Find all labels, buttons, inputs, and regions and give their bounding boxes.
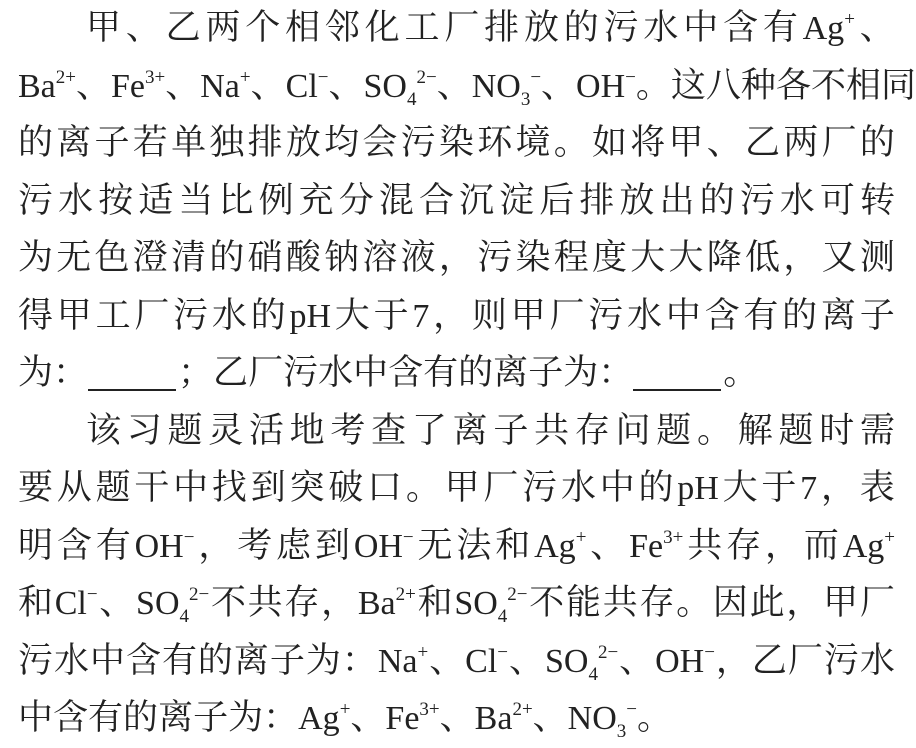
text-line: 和 Cl− 、 $SO_4^{2-}$ 不 共 存 ， $Ba^{2+}$ 和 $SO_4^{2-}$ 不 能 共 存 。 因 此 ， 甲 厂 — [18, 583, 895, 627]
text-line: 该 习 题 灵 活 地 考 查 了 离 子 共 存 问 题 。 解 题 时 需 — [86, 410, 895, 451]
text-line: 污 水 按 适 当 比 例 充 分 混 合 沉 淀 后 排 放 出 的 污 水 可 转 — [18, 180, 895, 221]
text-line: 的 离 子 若 单 独 排 放 均 会 污 染 环 境 。 如 将 甲 、 乙 两 厂 的 — [18, 123, 895, 163]
text-line: 中 含 有 的 离 子 为 ： Ag+ 、 $Fe^{3+}$ 、 $Ba^{2+}$ 、 $NO_3^-$ 。 — [18, 698, 673, 742]
text-line: 甲 、 乙 两 个 相 邻 化 工 厂 排 放 的 污 水 中 含 有 Ag+ 、 — [86, 8, 895, 48]
question-paragraph — [18, 0, 916, 403]
explanation-paragraph — [18, 403, 895, 748]
text-line: 污 水 中 含 有 的 离 子 为 ： Na+ 、 Cl− 、 $SO_4^{2-}$ 、 OH− ， 乙 厂 污 水 — [18, 640, 895, 685]
text-line: 得 甲 工 厂 污 水 的 pH 大 于 7 ， 则 甲 厂 污 水 中 含 有 的 离 子 — [18, 295, 895, 336]
text-line: 要 从 题 干 中 找 到 突 破 口 。 甲 厂 污 水 中 的 pH 大 于 7 ， 表 — [18, 468, 895, 508]
answer-blank[interactable] — [88, 357, 176, 391]
text-line: 明 含 有 OH− ， 考 虑 到 OH− 无 法 和 Ag+ 、 $Fe^{3+}$ 共 存 ， 而 Ag+ — [18, 525, 895, 566]
text-line: 为 无 色 澄 清 的 硝 酸 钠 溶 液 ， 污 染 程 度 大 大 降 低 ， 又 测 — [18, 238, 895, 278]
text-line: 为 ： ； 乙 厂 污 水 中 含 有 的 离 子 为 ： 。 — [18, 353, 759, 393]
answer-blank[interactable] — [633, 357, 721, 391]
text-line: $Ba^{2+}$ 、 $Fe^{3+}$ 、 Na+ 、 Cl− 、 $SO_4^{2-}$ 、 $NO_3^-$ 、 OH− 。 这 八 种 各 不 相 同 — [18, 65, 916, 110]
